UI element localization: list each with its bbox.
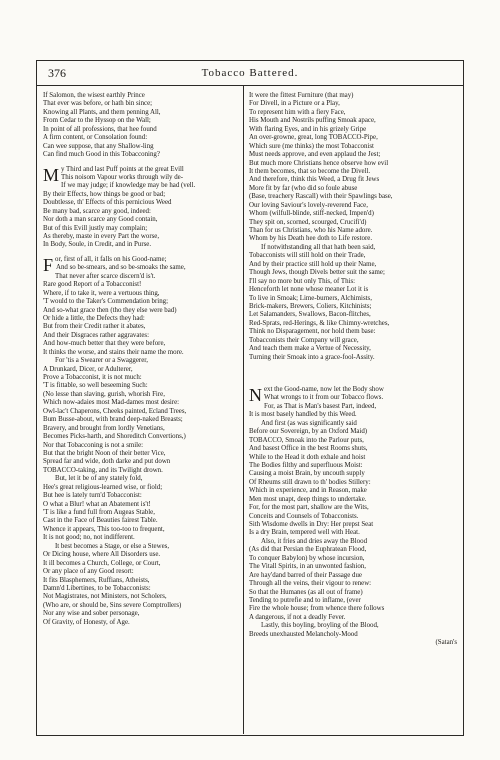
verse-line: In Body, Soule, in Credit, and in Purse. xyxy=(43,241,152,249)
verse-line: Not Magistrates, not Ministers, not Scholers, xyxy=(43,593,167,601)
verse-line: TOBACCO, Smoak into the Parlour puts, xyxy=(249,436,364,444)
verse-line: It ill becomes a Church, College, or Court, xyxy=(43,559,161,567)
verse-line: Through all the veins, their vigour to renew: xyxy=(249,580,372,588)
verse-line: Damn'd Libertines, to be Tobacconists: xyxy=(43,584,151,592)
verse-line: Rare good Report of a Tobacconist! xyxy=(43,281,142,289)
left-column xyxy=(43,92,241,627)
verse-line: And how-much better that they were before, xyxy=(43,340,166,348)
verse-line: Sith Wisdome dwells in Dry: Her prepst Seat xyxy=(249,521,374,528)
verse-line: But much more Christians hence observe how evil xyxy=(249,159,389,167)
verse-line: Also, it fries and dries away the Blood xyxy=(261,537,368,545)
verse-line: More fit by far (who did so foule abuse xyxy=(249,184,358,192)
verse-line: As thereby, maste in every Part the worse, xyxy=(43,233,160,240)
verse-line: A dangerous, if not a deadly Fever. xyxy=(249,613,346,621)
page-number: 376 xyxy=(48,66,66,80)
verse-line: Think no Disparagement, nor hold them base: xyxy=(249,328,376,336)
verse-line: Doubtlesse, th' Effects of this pernicious Weed xyxy=(43,199,172,207)
verse-line: It best becomes a Stage, or else a Stewes, xyxy=(55,542,170,550)
verse-line: Spread far and wide, doth darke and put down xyxy=(43,458,171,466)
verse-line: Or any place of any Good resort: xyxy=(43,568,134,576)
verse-line: It thinks the worse, and stains their name the more. xyxy=(43,348,184,356)
verse-line: (No lesse than slaving, gurish, whorish Fire, xyxy=(43,390,165,398)
verse-line: Lastly, this boyling, broyling of the Blood, xyxy=(261,622,379,630)
verse-line: TOBACCO-taking, and its Twilight drown. xyxy=(43,466,163,474)
verse-line: To represent him with a fiery Face, xyxy=(249,108,346,116)
verse-line: Breeds unexhausted Melancholy-Mood xyxy=(249,630,358,638)
verse-line: His Mouth and Nostrils puffing Smoak apace, xyxy=(249,117,376,125)
verse-line: A Drunkard, Dicer, or Adulterer, xyxy=(43,365,133,373)
verse-line: Are hay'dand barred of their Passage due xyxy=(249,571,362,579)
verse-line: Nor doth a man scarce any Good contain, xyxy=(43,216,158,224)
verse-line: For Divell, in a Picture or a Play, xyxy=(249,100,340,108)
verse-line: Or Dicing house, where All Disorders use. xyxy=(43,551,161,559)
verse-line: That never after scarce discern'd is't. xyxy=(55,272,156,280)
verse-line: For, first of all, it falls on his Good-name; xyxy=(43,254,167,275)
verse-line: Tobacconists their Company will grace, xyxy=(249,336,359,344)
verse-line: They spit on, scorned, scourged, Crucifi'd) xyxy=(249,218,367,226)
verse-line: By their Effects, how things be good or bad; xyxy=(43,190,166,198)
verse-line: But, let it be of any stately fold, xyxy=(55,475,143,483)
verse-line: Be many bad, scarce any good, indeed: xyxy=(43,207,151,215)
verse-line: Though Jews, though Divels better suit the same; xyxy=(249,269,385,277)
verse-line: Which now-adaies most Mad-dames most desire: xyxy=(43,399,180,407)
verse-line: It is most basely handled by this Weed. xyxy=(249,411,357,419)
verse-line: The Bodies filthy and superfluous Moist: xyxy=(249,461,363,469)
verse-line: And by their practice still hold up their Name, xyxy=(249,260,377,268)
running-title: Tobacco Battered. xyxy=(201,67,299,79)
verse-line: But hee is lately turn'd Tobacconist: xyxy=(43,492,142,500)
verse-line: Men most unapt, deep things to undertake. xyxy=(249,495,367,503)
column-divider xyxy=(243,86,244,734)
verse-line: Whom by his Death hee doth to Life restore. xyxy=(249,235,373,243)
verse-line: Bum Busse-about, with brand deep-naked Breasts; xyxy=(43,416,183,424)
verse-line: And their Disgraces rather aggravates: xyxy=(43,331,149,339)
verse-line: Red-Sprats, red-Herings, & like Chimny-wretches, xyxy=(249,319,390,327)
verse-line: If notwithstanding all that hath been said, xyxy=(261,243,376,251)
verse-line: And first (as was significantly said xyxy=(261,419,357,427)
verse-line: I'll say no more but only This, of This: xyxy=(249,277,356,285)
verse-line: In point of all professions, that hee found xyxy=(43,125,157,133)
verse-line: Before our Sovereign, by an Oxford Maid) xyxy=(249,428,368,436)
verse-line: If Salomon, the wisest earthly Prince xyxy=(43,92,145,99)
verse-line: It were the fittest Furniture (that may) xyxy=(249,92,354,99)
verse-line: Turning their Smoak into a grace-fool-Assity. xyxy=(249,353,375,361)
verse-line: Causing a moist Brain, by uncouth supply xyxy=(249,470,365,478)
verse-line: Which in experience, and in Reason, make xyxy=(249,487,367,495)
verse-line: And therefore, think this Weed, a Drug fit Jews xyxy=(249,176,380,184)
verse-line: Tending to putrefie and to inflame, (ever xyxy=(249,596,361,604)
verse-line: To live in Smoak; Lime-burners, Alchimists, xyxy=(249,294,372,302)
verse-line: A firm content, or Consolation found: xyxy=(43,134,148,142)
verse-line: The Vitall Spirits, in an unwonted fashion, xyxy=(249,563,366,571)
verse-line: My Third and last Puff points at the great Evill xyxy=(43,164,184,185)
verse-line: Nor that Tobacconing is not a smile: xyxy=(43,441,144,449)
verse-line: Tobacconists will still hold on their Trade, xyxy=(249,252,366,260)
verse-line: Or hide a little, the Defects they had: xyxy=(43,314,145,322)
verse-line: 'T is fittable, so well beseeming Such: xyxy=(43,382,148,390)
verse-line: For, as That is Man's basest Part, indeed, xyxy=(264,402,377,410)
verse-line: To conquer Babylon) by whose incursion, xyxy=(249,554,365,562)
right-column xyxy=(249,92,457,648)
verse-line: 'T would to the Taker's Commendation bring; xyxy=(43,298,168,306)
verse-line: Whence it appears, This too-too to frequent, xyxy=(43,525,165,533)
verse-line: Owl-lac't Chaperons, Cheeks painted, Ecland Trees, xyxy=(43,407,187,415)
verse-line: It is not good; no, not indifferent. xyxy=(43,534,135,542)
verse-line: What wrongs to it from our Tobacco flows. xyxy=(264,394,384,402)
verse-line: (Base, treachery Rascall) with their Spawlings base, xyxy=(249,193,393,201)
verse-line: (Who are, or should be, Sins severe Comptrollers) xyxy=(43,601,182,609)
verse-line: Which sure (me thinks) the most Tobacconist xyxy=(249,142,374,150)
verse-line: Let Salamanders, Swallows, Bacon-flitches, xyxy=(249,311,371,319)
verse-line: Our loving Saviour's lovely-reverend Face, xyxy=(249,201,368,209)
verse-line: And teach them make a Vertue of Necessity, xyxy=(249,345,371,353)
verse-line: This noisom Vapour works through wily de- xyxy=(61,173,183,181)
verse-line: If we may judge; if knowledge may be had (vell. xyxy=(61,182,196,190)
verse-line: (Satan's xyxy=(435,639,457,647)
verse-line: O what a Blur! what an Abatement is't! xyxy=(43,500,151,508)
verse-line: But from their Credit rather it abates, xyxy=(43,323,146,331)
verse-line: And basest Office in the best Rooms shuts, xyxy=(249,445,368,453)
verse-line: But of this Evill justly may complain; xyxy=(43,224,148,232)
verse-line: Hee's great religious-learned wise, or fiold; xyxy=(43,483,163,491)
verse-line: Of Gravity, of Honesty, of Age. xyxy=(43,618,130,626)
verse-line: Bravery, and brought from lordly Venetians, xyxy=(43,424,165,432)
verse-line: Henceforth let none whose meaner Lot it is xyxy=(249,286,369,294)
verse-line: Than for us Christians, who his Name adore. xyxy=(249,227,373,234)
verse-line: Must needs approve, and even applaud the Jest; xyxy=(249,151,381,159)
verse-line: Brick-makers, Brewers, Coliers, Kitchinists; xyxy=(249,302,372,310)
drop-cap: M xyxy=(43,164,60,185)
verse-line: With flaring Eyes, and in his grizely Gripe xyxy=(249,125,367,133)
verse-line: Fire the whole house; from whence there follows xyxy=(249,605,385,613)
verse-line: But that the bright Noon of their better Vice, xyxy=(43,449,166,457)
verse-line: Becomes Picks-harth, and Shoreditch Convertions,) xyxy=(43,433,186,441)
verse-line: An over-growne, great, long TOBACCO-Pipe, xyxy=(249,134,378,142)
verse-line: Of Rheums still drawn to th' bodies Stillery: xyxy=(249,478,371,486)
page-header xyxy=(40,60,460,85)
verse-line: And so be-smears, and so be-smoaks the same, xyxy=(56,264,186,272)
verse-line: For, for the most part, shallow are the Wits, xyxy=(249,504,369,512)
verse-line: So that the Humanes (as all out of frame) xyxy=(249,588,363,596)
verse-line: Whom (wilfull-blinde, stiff-necked, Impen'd) xyxy=(249,210,374,218)
verse-line: Cast in the Face of Beauties fairest Table. xyxy=(43,517,158,525)
verse-line: And so-what grace then (tho they else were bad) xyxy=(43,306,177,314)
verse-line: Conceits and Counsels of Tobacconists. xyxy=(249,512,359,520)
verse-line: Nor any wise and sober personage, xyxy=(43,610,140,618)
verse-line: While to the Head it doth exhale and hoist xyxy=(249,453,366,461)
verse-line: For 'tis a Swearer or a Swaggerer, xyxy=(55,357,148,365)
verse-line: Can wee suppose, that any Shallow-ling xyxy=(43,142,154,150)
verse-line: Knowing all Plants, and them penning All, xyxy=(43,108,161,116)
verse-line: It them becomes, that so become the Divell. xyxy=(249,167,371,175)
verse-line: That ever was before, or hath bin since; xyxy=(43,100,153,108)
drop-cap: F xyxy=(43,254,54,275)
drop-cap: N xyxy=(249,385,262,405)
header-rule xyxy=(36,85,464,86)
verse-line: It fits Blasphemers, Ruffians, Atheists, xyxy=(43,576,150,584)
verse-line: Prove a Tobacconist, it is not much: xyxy=(43,374,142,381)
verse-line: From Cedar to the Hyssop on the Wall; xyxy=(43,117,151,125)
verse-line: Where, if to take it, were a vertuous thing, xyxy=(43,289,160,297)
verse-line: 'T is like a fund full from Augeas Stable, xyxy=(43,509,155,516)
verse-line: Can find much Good in this Tobacconing? xyxy=(43,151,160,159)
verse-line: Is a dry Brain, tempered well with Heat. xyxy=(249,529,360,537)
verse-line: (As did that Persian the Euphratean Flood, xyxy=(249,546,367,554)
verse-line: Next the Good-name, now let the Body show xyxy=(249,385,384,405)
